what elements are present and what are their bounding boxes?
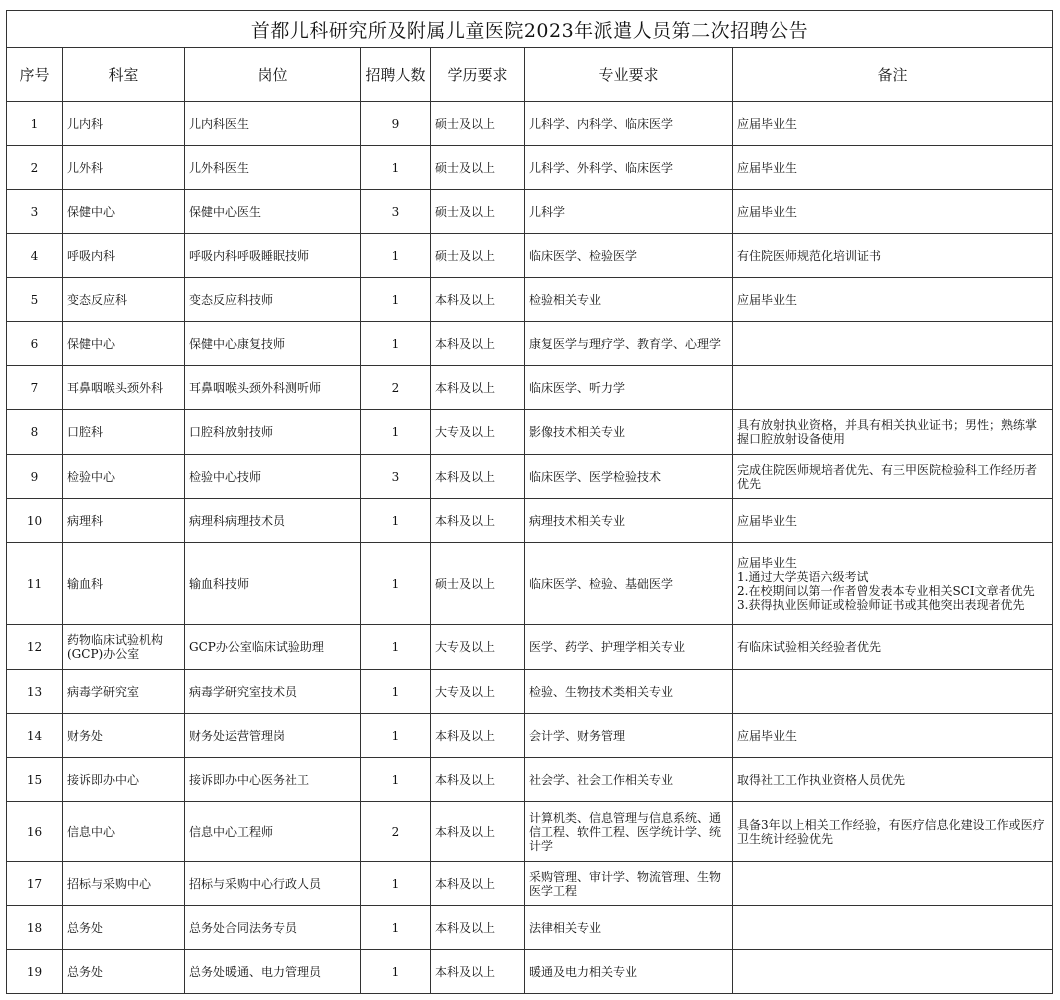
recruitment-table bbox=[6, 10, 1053, 994]
cell-edu: 本科及以上 bbox=[431, 322, 525, 366]
table-row bbox=[7, 322, 1053, 366]
cell-post: 病毒学研究室技术员 bbox=[185, 670, 361, 714]
cell-edu: 本科及以上 bbox=[431, 906, 525, 950]
cell-post: 检验中心技师 bbox=[185, 455, 361, 499]
cell-no: 15 bbox=[7, 758, 63, 802]
cell-edu: 硕士及以上 bbox=[431, 146, 525, 190]
cell-major: 儿科学、外科学、临床医学 bbox=[525, 146, 733, 190]
cell-dept: 检验中心 bbox=[63, 455, 185, 499]
cell-count: 3 bbox=[361, 455, 431, 499]
cell-count: 1 bbox=[361, 499, 431, 543]
cell-post: 财务处运营管理岗 bbox=[185, 714, 361, 758]
cell-dept: 儿外科 bbox=[63, 146, 185, 190]
cell-count: 2 bbox=[361, 802, 431, 862]
cell-major: 社会学、社会工作相关专业 bbox=[525, 758, 733, 802]
cell-major: 临床医学、检验医学 bbox=[525, 234, 733, 278]
page-title: 首都儿科研究所及附属儿童医院2023年派遣人员第二次招聘公告 bbox=[7, 11, 1053, 48]
cell-count: 1 bbox=[361, 670, 431, 714]
cell-count: 1 bbox=[361, 862, 431, 906]
table-row bbox=[7, 714, 1053, 758]
note-line: 应届毕业生 bbox=[737, 204, 798, 219]
note-line: 1.通过大学英语六级考试 bbox=[737, 569, 869, 584]
cell-edu: 本科及以上 bbox=[431, 802, 525, 862]
cell-note bbox=[733, 862, 1053, 906]
cell-edu: 硕士及以上 bbox=[431, 102, 525, 146]
cell-count: 1 bbox=[361, 950, 431, 994]
note-line: 有临床试验相关经验者优先 bbox=[737, 640, 882, 654]
cell-note bbox=[733, 278, 1053, 322]
table-row bbox=[7, 455, 1053, 499]
cell-post: GCP办公室临床试验助理 bbox=[185, 625, 361, 670]
cell-post: 接诉即办中心医务社工 bbox=[185, 758, 361, 802]
cell-post: 保健中心康复技师 bbox=[185, 322, 361, 366]
cell-major: 法律相关专业 bbox=[525, 906, 733, 950]
cell-post: 变态反应科技师 bbox=[185, 278, 361, 322]
table-row bbox=[7, 543, 1053, 625]
note-line: 应届毕业生 bbox=[737, 728, 798, 743]
cell-post: 招标与采购中心行政人员 bbox=[185, 862, 361, 906]
cell-post: 保健中心医生 bbox=[185, 190, 361, 234]
cell-major: 临床医学、听力学 bbox=[525, 366, 733, 410]
cell-no: 8 bbox=[7, 410, 63, 455]
cell-major: 会计学、财务管理 bbox=[525, 714, 733, 758]
table-row bbox=[7, 758, 1053, 802]
cell-note bbox=[733, 625, 1053, 670]
cell-edu: 大专及以上 bbox=[431, 410, 525, 455]
cell-post: 信息中心工程师 bbox=[185, 802, 361, 862]
note-line: 取得社工工作执业资格人员优先 bbox=[737, 772, 906, 787]
cell-note bbox=[733, 190, 1053, 234]
cell-post: 总务处暖通、电力管理员 bbox=[185, 950, 361, 994]
cell-note bbox=[733, 455, 1053, 499]
cell-no: 11 bbox=[7, 543, 63, 625]
table-row bbox=[7, 499, 1053, 543]
cell-major: 医学、药学、护理学相关专业 bbox=[525, 625, 733, 670]
recruitment-sheet bbox=[6, 10, 1052, 994]
cell-dept: 总务处 bbox=[63, 906, 185, 950]
cell-note bbox=[733, 499, 1053, 543]
note-line: 具备3年以上相关工作经验，有医疗信息化建设工作或医疗卫生统计经验优先 bbox=[737, 817, 1045, 846]
cell-no: 19 bbox=[7, 950, 63, 994]
cell-no: 17 bbox=[7, 862, 63, 906]
note-line: 3.获得执业医师证或检验师证书或其他突出表现者优先 bbox=[737, 597, 1025, 612]
cell-count: 1 bbox=[361, 234, 431, 278]
cell-no: 4 bbox=[7, 234, 63, 278]
cell-note bbox=[733, 146, 1053, 190]
cell-major: 康复医学与理疗学、教育学、心理学 bbox=[525, 322, 733, 366]
cell-dept: 药物临床试验机构(GCP)办公室 bbox=[63, 625, 185, 670]
cell-dept: 接诉即办中心 bbox=[63, 758, 185, 802]
header-no: 序号 bbox=[7, 48, 63, 102]
cell-dept: 财务处 bbox=[63, 714, 185, 758]
cell-no: 14 bbox=[7, 714, 63, 758]
cell-major: 临床医学、检验、基础医学 bbox=[525, 543, 733, 625]
cell-no: 5 bbox=[7, 278, 63, 322]
cell-note bbox=[733, 234, 1053, 278]
table-row bbox=[7, 906, 1053, 950]
table-row bbox=[7, 862, 1053, 906]
cell-note bbox=[733, 714, 1053, 758]
cell-count: 1 bbox=[361, 906, 431, 950]
table-body bbox=[7, 102, 1053, 994]
cell-note bbox=[733, 906, 1053, 950]
cell-edu: 本科及以上 bbox=[431, 950, 525, 994]
cell-dept: 变态反应科 bbox=[63, 278, 185, 322]
table-row bbox=[7, 670, 1053, 714]
cell-dept: 耳鼻咽喉头颈外科 bbox=[63, 366, 185, 410]
cell-edu: 本科及以上 bbox=[431, 366, 525, 410]
cell-major: 儿科学 bbox=[525, 190, 733, 234]
cell-edu: 硕士及以上 bbox=[431, 234, 525, 278]
cell-count: 1 bbox=[361, 410, 431, 455]
cell-note bbox=[733, 802, 1053, 862]
header-note: 备注 bbox=[733, 48, 1053, 102]
note-line: 应届毕业生 bbox=[737, 160, 798, 175]
cell-edu: 大专及以上 bbox=[431, 625, 525, 670]
cell-count: 3 bbox=[361, 190, 431, 234]
header-count: 招聘人数 bbox=[361, 48, 431, 102]
header-major: 专业要求 bbox=[525, 48, 733, 102]
header-dept: 科室 bbox=[63, 48, 185, 102]
cell-count: 9 bbox=[361, 102, 431, 146]
cell-major: 病理技术相关专业 bbox=[525, 499, 733, 543]
cell-dept: 招标与采购中心 bbox=[63, 862, 185, 906]
cell-post: 儿内科医生 bbox=[185, 102, 361, 146]
cell-note bbox=[733, 102, 1053, 146]
note-line: 应届毕业生 bbox=[737, 513, 798, 528]
cell-no: 16 bbox=[7, 802, 63, 862]
note-line: 2.在校期间以第一作者曾发表本专业相关SCI文章者优先 bbox=[737, 583, 1035, 598]
table-row bbox=[7, 802, 1053, 862]
header-edu: 学历要求 bbox=[431, 48, 525, 102]
cell-no: 9 bbox=[7, 455, 63, 499]
note-line: 应届毕业生 bbox=[737, 116, 798, 131]
cell-major: 临床医学、医学检验技术 bbox=[525, 455, 733, 499]
cell-count: 1 bbox=[361, 714, 431, 758]
cell-no: 6 bbox=[7, 322, 63, 366]
cell-edu: 本科及以上 bbox=[431, 455, 525, 499]
cell-edu: 本科及以上 bbox=[431, 278, 525, 322]
table-row bbox=[7, 625, 1053, 670]
table-row bbox=[7, 146, 1053, 190]
cell-edu: 本科及以上 bbox=[431, 862, 525, 906]
cell-post: 输血科技师 bbox=[185, 543, 361, 625]
cell-major: 检验、生物技术类相关专业 bbox=[525, 670, 733, 714]
table-row bbox=[7, 102, 1053, 146]
cell-major: 计算机类、信息管理与信息系统、通信工程、软件工程、医学统计学、统计学 bbox=[525, 802, 733, 862]
note-line: 完成住院医师规培者优先、有三甲医院检验科工作经历者优先 bbox=[737, 462, 1038, 491]
cell-dept: 儿内科 bbox=[63, 102, 185, 146]
cell-no: 7 bbox=[7, 366, 63, 410]
cell-count: 2 bbox=[361, 366, 431, 410]
note-line: 应届毕业生 bbox=[737, 555, 798, 570]
note-line: 应届毕业生 bbox=[737, 292, 798, 307]
cell-post: 口腔科放射技师 bbox=[185, 410, 361, 455]
cell-note bbox=[733, 543, 1053, 625]
cell-edu: 硕士及以上 bbox=[431, 543, 525, 625]
table-row bbox=[7, 366, 1053, 410]
cell-dept: 病毒学研究室 bbox=[63, 670, 185, 714]
note-line: 有住院医师规范化培训证书 bbox=[737, 248, 882, 263]
cell-major: 暖通及电力相关专业 bbox=[525, 950, 733, 994]
cell-post: 病理科病理技术员 bbox=[185, 499, 361, 543]
cell-dept: 呼吸内科 bbox=[63, 234, 185, 278]
cell-count: 1 bbox=[361, 278, 431, 322]
cell-post: 耳鼻咽喉头颈外科测听师 bbox=[185, 366, 361, 410]
cell-note bbox=[733, 950, 1053, 994]
table-row bbox=[7, 190, 1053, 234]
table-row bbox=[7, 234, 1053, 278]
table-row bbox=[7, 410, 1053, 455]
header-post: 岗位 bbox=[185, 48, 361, 102]
cell-post: 总务处合同法务专员 bbox=[185, 906, 361, 950]
cell-note bbox=[733, 366, 1053, 410]
cell-dept: 保健中心 bbox=[63, 190, 185, 234]
cell-edu: 大专及以上 bbox=[431, 670, 525, 714]
cell-count: 1 bbox=[361, 146, 431, 190]
cell-no: 18 bbox=[7, 906, 63, 950]
cell-count: 1 bbox=[361, 758, 431, 802]
cell-major: 采购管理、审计学、物流管理、生物医学工程 bbox=[525, 862, 733, 906]
cell-major: 儿科学、内科学、临床医学 bbox=[525, 102, 733, 146]
cell-note bbox=[733, 322, 1053, 366]
cell-edu: 硕士及以上 bbox=[431, 190, 525, 234]
cell-note bbox=[733, 758, 1053, 802]
cell-post: 儿外科医生 bbox=[185, 146, 361, 190]
table-row bbox=[7, 278, 1053, 322]
cell-no: 13 bbox=[7, 670, 63, 714]
cell-dept: 输血科 bbox=[63, 543, 185, 625]
table-row bbox=[7, 950, 1053, 994]
cell-count: 1 bbox=[361, 625, 431, 670]
cell-major: 检验相关专业 bbox=[525, 278, 733, 322]
cell-dept: 信息中心 bbox=[63, 802, 185, 862]
cell-edu: 本科及以上 bbox=[431, 499, 525, 543]
cell-note bbox=[733, 670, 1053, 714]
cell-no: 3 bbox=[7, 190, 63, 234]
cell-count: 1 bbox=[361, 322, 431, 366]
cell-dept: 口腔科 bbox=[63, 410, 185, 455]
header-row bbox=[7, 48, 1053, 102]
cell-edu: 本科及以上 bbox=[431, 758, 525, 802]
cell-count: 1 bbox=[361, 543, 431, 625]
cell-post: 呼吸内科呼吸睡眠技师 bbox=[185, 234, 361, 278]
cell-no: 12 bbox=[7, 625, 63, 670]
cell-note bbox=[733, 410, 1053, 455]
cell-edu: 本科及以上 bbox=[431, 714, 525, 758]
cell-major: 影像技术相关专业 bbox=[525, 410, 733, 455]
cell-dept: 保健中心 bbox=[63, 322, 185, 366]
cell-no: 1 bbox=[7, 102, 63, 146]
note-line: 具有放射执业资格，并具有相关执业证书；男性；熟练掌握口腔放射设备使用 bbox=[737, 418, 1038, 446]
cell-dept: 病理科 bbox=[63, 499, 185, 543]
cell-dept: 总务处 bbox=[63, 950, 185, 994]
cell-no: 2 bbox=[7, 146, 63, 190]
cell-no: 10 bbox=[7, 499, 63, 543]
